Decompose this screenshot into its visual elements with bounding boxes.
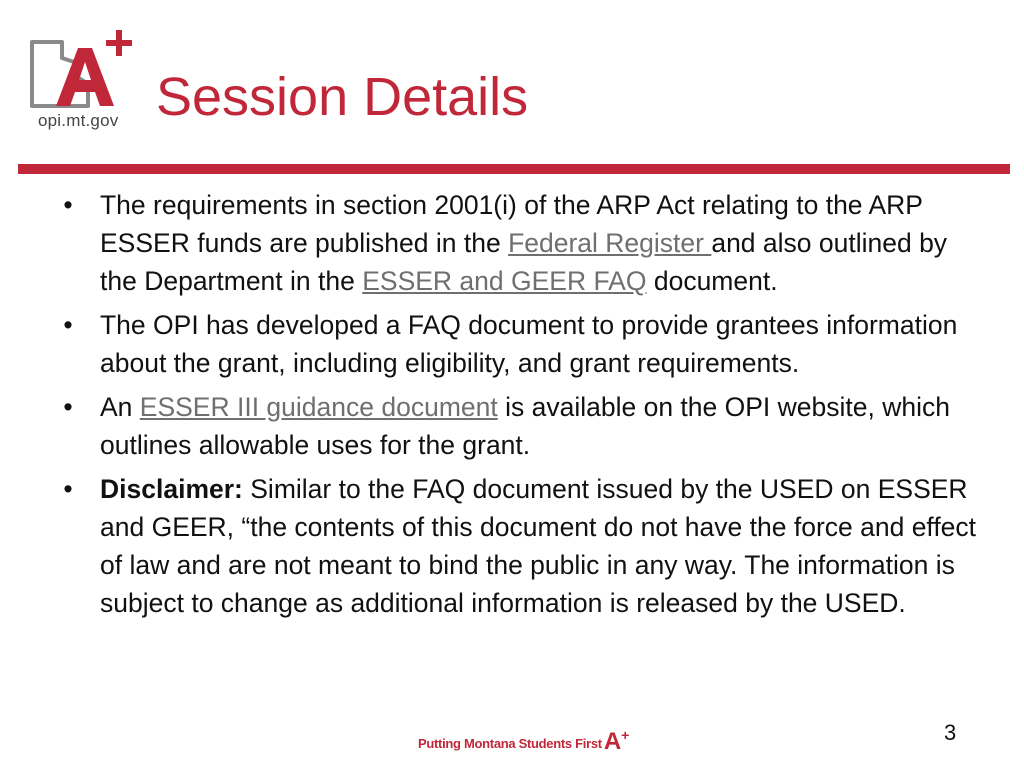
esser-geer-faq-link[interactable]: ESSER and GEER FAQ (362, 266, 647, 296)
list-item-text: The requirements in section 2001(i) of the ARP Act relating to the ARP ESSER funds are published in the (100, 190, 923, 258)
list-item-text: The OPI has developed a FAQ document to provide grantees information about the grant, including eligibility, and grant requirements. (100, 310, 958, 378)
bullet-list (58, 186, 978, 628)
list-item (58, 186, 978, 300)
page-title: Session Details (156, 67, 529, 127)
page-number: 3 (944, 720, 957, 745)
footer-a-plus-icon (604, 727, 630, 756)
bullet-marker: • (63, 474, 73, 504)
federal-register-link[interactable]: Federal Register (508, 228, 712, 258)
logo-url-text: opi.mt.gov (38, 111, 119, 130)
footer-brand (418, 726, 630, 756)
list-item (58, 388, 978, 464)
bullet-marker: • (63, 190, 73, 220)
list-item-text: An (100, 392, 140, 422)
list-item-text: document. (646, 266, 778, 296)
list-item (58, 306, 978, 382)
esser-iii-guidance-link[interactable]: ESSER III guidance document (139, 392, 498, 422)
footer-tagline: Putting Montana Students First (418, 735, 602, 751)
disclaimer-label: Disclaimer: (100, 474, 243, 504)
title-divider (18, 164, 1010, 174)
list-item-text: is available on the OPI website, which outlines allowable uses for the grant. (100, 392, 950, 460)
footer-mark-letter: A (603, 727, 622, 755)
list-item-text: Similar to the FAQ document issued by the USED on ESSER and GEER, “the contents of this document do not have the force and effect of law and are not meant to bind the public in any way. The information is subject to change as additional information is released by the USED. (100, 474, 977, 618)
list-item-text: and also outlined by the Department in the (100, 228, 948, 296)
footer-mark-plus: + (621, 726, 630, 743)
bullet-marker: • (63, 392, 73, 422)
list-item (58, 470, 978, 622)
bullet-marker: • (63, 310, 73, 340)
